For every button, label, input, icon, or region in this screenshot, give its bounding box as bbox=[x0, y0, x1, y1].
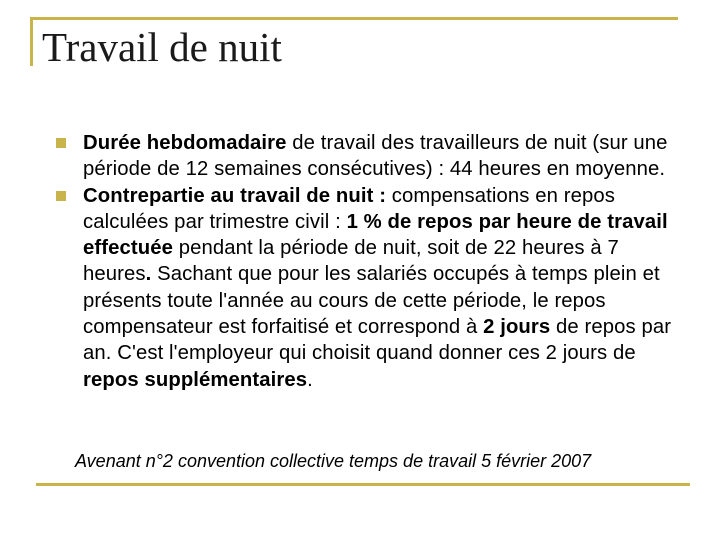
text-segment: Sachant que pour les salariés occupés à temps plein et présents toute l'année au cours de cette période, le repos compensateur est forfaitisé et correspond à bbox=[83, 263, 660, 339]
text-segment: pendant la période de nuit, soit de 22 heures à 7 heures bbox=[83, 237, 619, 286]
bold-segment: repos supplémentaires bbox=[83, 368, 308, 391]
bullet-list bbox=[48, 130, 688, 393]
left-frame-line bbox=[30, 17, 33, 66]
bold-segment: 2 jours bbox=[483, 316, 551, 339]
text-segment: compensations en repos calculées par trimestre civil : bbox=[83, 184, 615, 233]
bold-lead: Durée hebdomadaire bbox=[83, 132, 287, 154]
square-bullet-icon bbox=[56, 138, 66, 148]
bold-segment: . bbox=[145, 263, 152, 286]
text-segment: . bbox=[307, 368, 313, 391]
top-frame-line bbox=[30, 17, 678, 20]
text-segment: de travail des travailleurs de nuit (sur une période de 12 semaines consécutives) : 44 heures en moyenne. bbox=[83, 132, 668, 181]
bullet-text bbox=[83, 183, 681, 393]
source-citation: Avenant n°2 convention collective temps de travail 5 février 2007 bbox=[75, 451, 592, 471]
text-segment: de repos par an. C'est l'employeur qui choisit quand donner ces 2 jours de bbox=[83, 316, 672, 365]
bottom-rule-line bbox=[36, 483, 690, 486]
bullet-item-weekly-hours bbox=[48, 130, 688, 183]
bold-lead: Contrepartie au travail de nuit : bbox=[83, 184, 387, 207]
bold-segment: 1 % de repos par heure de travail effectuée bbox=[83, 210, 668, 260]
bullet-text bbox=[83, 130, 681, 183]
bullet-item-compensation bbox=[48, 183, 688, 393]
slide-title: Travail de nuit bbox=[42, 24, 282, 70]
square-bullet-icon bbox=[56, 191, 66, 201]
